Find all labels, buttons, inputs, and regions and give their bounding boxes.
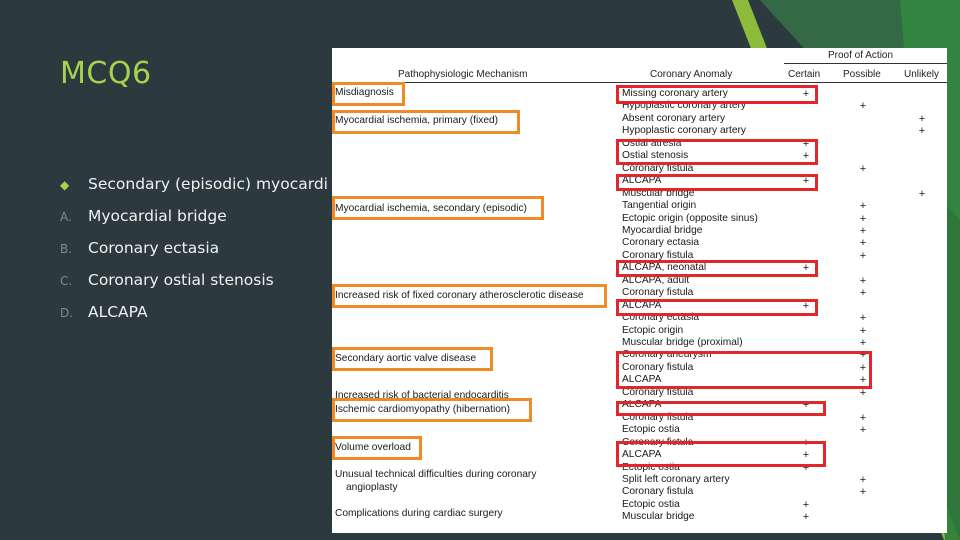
anomaly-cell: Ostial atresia [622, 138, 682, 149]
col-unlikely-header: Unlikely [904, 69, 940, 80]
possible-mark: + [859, 474, 867, 486]
red-box-alcapa-2 [616, 299, 818, 316]
certain-mark: + [802, 175, 810, 187]
possible-mark: + [859, 374, 867, 386]
anomaly-cell: Muscular bridge (proximal) [622, 337, 743, 348]
possible-mark: + [859, 200, 867, 212]
option-b [60, 236, 219, 260]
possible-mark: + [859, 237, 867, 249]
question-lead [60, 172, 328, 196]
mechanism-label: Unusual technical difficulties during coronary [335, 469, 537, 480]
possible-mark: + [859, 312, 867, 324]
possible-mark: + [859, 387, 867, 399]
highlight-aortic-valve [332, 347, 493, 371]
anomaly-cell: Ectopic ostia [622, 499, 680, 510]
anomaly-cell: Hypoplastic coronary artery [622, 100, 746, 111]
certain-mark: + [802, 262, 810, 274]
red-box-missing-coronary [616, 85, 818, 104]
slide-title: MCQ6 [60, 56, 152, 91]
anomaly-cell: Muscular bridge [622, 188, 695, 199]
anomaly-cell: ALCAPA [622, 374, 662, 385]
option-letter: A. [60, 210, 72, 224]
unlikely-mark: + [918, 125, 926, 137]
certain-mark: + [802, 449, 810, 461]
highlight-atherosclerotic-risk [332, 284, 607, 308]
possible-mark: + [859, 362, 867, 374]
possible-mark: + [859, 412, 867, 424]
option-text: ALCAPA [88, 303, 148, 321]
lead-text: Secondary (episodic) myocardi [88, 175, 328, 193]
anomaly-cell: Coronary aneurysm [622, 349, 712, 360]
option-a [60, 204, 227, 228]
anomaly-cell: Muscular bridge [622, 511, 695, 522]
certain-mark: + [802, 150, 810, 162]
option-text: Coronary ostial stenosis [88, 271, 274, 289]
mechanism-label: Volume overload [335, 442, 411, 453]
mechanism-label: Misdiagnosis [335, 87, 394, 98]
possible-mark: + [859, 337, 867, 349]
possible-mark: + [859, 325, 867, 337]
anomaly-cell: Coronary fistula [622, 287, 694, 298]
anomaly-cell: Split left coronary artery [622, 474, 730, 485]
mechanism-label: Complications during cardiac surgery [335, 508, 503, 519]
col-anomaly-header: Coronary Anomaly [650, 69, 733, 80]
red-box-ostial [616, 139, 818, 165]
anomaly-cell: Coronary fistula [622, 412, 694, 423]
anomaly-cell: Missing coronary artery [622, 88, 728, 99]
option-d [60, 300, 148, 324]
anomaly-cell: Coronary fistula [622, 163, 694, 174]
highlight-secondary-ischemia [332, 196, 544, 220]
option-letter: B. [60, 242, 73, 256]
option-text: Myocardial bridge [88, 207, 227, 225]
red-box-aortic-valve [616, 351, 872, 389]
anomaly-cell: Ectopic origin (opposite sinus) [622, 213, 758, 224]
option-text: Coronary ectasia [88, 239, 220, 257]
anomaly-cell: ALCAPA [622, 399, 662, 410]
possible-mark: + [859, 287, 867, 299]
highlight-cardiomyopathy [332, 398, 532, 422]
possible-mark: + [859, 100, 867, 112]
reference-table-image [332, 48, 947, 533]
col-mechanism-header: Pathophysiologic Mechanism [398, 69, 528, 80]
red-box-alcapa-neonatal [616, 260, 818, 277]
mechanism-label: Secondary aortic valve disease [335, 353, 477, 364]
anomaly-cell: ALCAPA [622, 175, 662, 186]
unlikely-mark: + [918, 188, 926, 200]
certain-mark: + [802, 499, 810, 511]
anomaly-cell: Myocardial bridge [622, 225, 703, 236]
possible-mark: + [859, 275, 867, 287]
anomaly-cell: Coronary fistula [622, 362, 694, 373]
possible-mark: + [859, 163, 867, 175]
certain-mark: + [802, 88, 810, 100]
possible-mark: + [859, 486, 867, 498]
highlight-volume-overload [332, 436, 422, 460]
anomaly-cell: Hypoplastic coronary artery [622, 125, 746, 136]
possible-mark: + [859, 424, 867, 436]
mechanism-label: Ischemic cardiomyopathy (hibernation) [335, 404, 510, 415]
anomaly-cell: ALCAPA [622, 449, 662, 460]
header-divider [784, 63, 947, 64]
anomaly-cell: Ectopic origin [622, 325, 684, 336]
option-c [60, 268, 274, 292]
anomaly-cell: ALCAPA, neonatal [622, 262, 707, 273]
group-header: Proof of Action [828, 50, 894, 61]
possible-mark: + [859, 213, 867, 225]
anomaly-cell: Absent coronary artery [622, 113, 726, 124]
red-box-alcapa-3 [616, 401, 826, 416]
anomaly-cell: Ostial stenosis [622, 150, 689, 161]
red-box-volume-overload [616, 441, 826, 467]
red-box-alcapa [616, 174, 818, 191]
anomaly-cell: Tangential origin [622, 200, 697, 211]
possible-mark: + [859, 250, 867, 262]
anomaly-cell: Coronary ectasia [622, 237, 700, 248]
certain-mark: + [802, 300, 810, 312]
anomaly-cell: Coronary ectasia [622, 312, 700, 323]
option-letter: C. [60, 274, 73, 288]
option-letter: D. [60, 306, 74, 320]
anomaly-cell: ALCAPA [622, 300, 662, 311]
anomaly-cell: Ectopic ostia [622, 462, 680, 473]
arrow-bullet-icon: ◆ [60, 178, 70, 192]
certain-mark: + [802, 462, 810, 474]
col-possible-header: Possible [843, 69, 881, 80]
mechanism-label: Increased risk of fixed coronary atherosclerotic disease [335, 290, 584, 301]
highlight-primary-ischemia [332, 110, 520, 134]
anomaly-cell: Coronary fistula [622, 250, 694, 261]
mechanism-label: angioplasty [346, 482, 398, 493]
mechanism-label: Increased risk of bacterial endocarditis [335, 390, 509, 401]
possible-mark: + [859, 225, 867, 237]
anomaly-cell: Coronary fistula [622, 486, 694, 497]
anomaly-cell: Ectopic ostia [622, 424, 680, 435]
mechanism-label: Myocardial ischemia, secondary (episodic) [335, 203, 527, 214]
certain-mark: + [802, 511, 810, 523]
highlight-misdiagnosis [332, 82, 405, 106]
certain-mark: + [802, 399, 810, 411]
unlikely-mark: + [918, 113, 926, 125]
possible-mark: + [859, 349, 867, 361]
certain-mark: + [802, 437, 810, 449]
col-certain-header: Certain [788, 69, 821, 80]
header-rule [332, 82, 947, 83]
anomaly-cell: ALCAPA, adult [622, 275, 690, 286]
certain-mark: + [802, 138, 810, 150]
mechanism-label: Myocardial ischemia, primary (fixed) [335, 115, 499, 126]
anomaly-cell: Coronary fistula [622, 387, 694, 398]
anomaly-cell: Coronary fistula [622, 437, 694, 448]
